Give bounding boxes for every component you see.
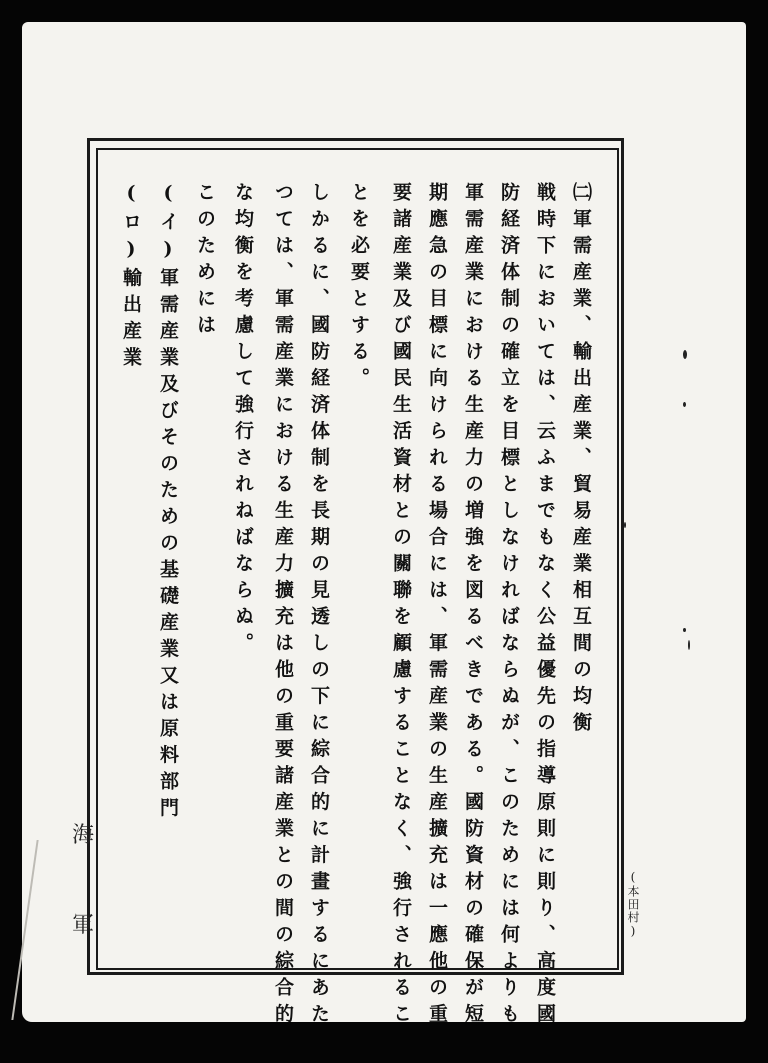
text-column-item-a: (イ)軍需産業及びそのための基礎産業又は原料部門 bbox=[157, 182, 179, 824]
ink-speck bbox=[624, 522, 626, 528]
text-column: とを必要とする。 bbox=[348, 182, 370, 394]
side-note-stamp: (本田村) bbox=[626, 870, 640, 939]
text-column: 期應急の目標に向けられる場合には、軍需産業の生産擴充は一應他の重 bbox=[426, 182, 448, 1030]
text-column: 軍需産業における生産力の増強を図るべきである。國防資材の確保が短 bbox=[462, 182, 484, 1030]
text-column-heading: ㈡軍需産業、輸出産業、貿易産業相互間の均衡 bbox=[570, 182, 592, 739]
text-column: 戦時下においては、云ふまでもなく公益優先の指導原則に則り、高度國 bbox=[534, 182, 556, 1030]
ink-speck bbox=[683, 350, 687, 359]
ink-speck bbox=[683, 628, 686, 632]
ink-speck bbox=[683, 402, 686, 407]
ink-speck bbox=[688, 640, 690, 650]
text-column: つては、軍需産業における生産力擴充は他の重要諸産業との間の綜合的 bbox=[272, 182, 294, 1030]
text-column-item-b: (ロ)輸出産業 bbox=[120, 182, 142, 374]
text-column: 防経済体制の確立を目標としなければならぬが、このためには何よりも bbox=[498, 182, 520, 1030]
text-column: しかるに、國防経済体制を長期の見透しの下に綜合的に計畫するにあた bbox=[308, 182, 330, 1030]
margin-label-bottom: 軍 bbox=[71, 913, 94, 938]
text-column: 要諸産業及び國民生活資材との關聯を顧慮することなく、強行されるこ bbox=[390, 182, 412, 1030]
text-column: このためには bbox=[194, 182, 216, 341]
text-column: な均衡を考慮して強行されねばならぬ。 bbox=[232, 182, 254, 659]
margin-label-top: 海 bbox=[71, 823, 94, 848]
